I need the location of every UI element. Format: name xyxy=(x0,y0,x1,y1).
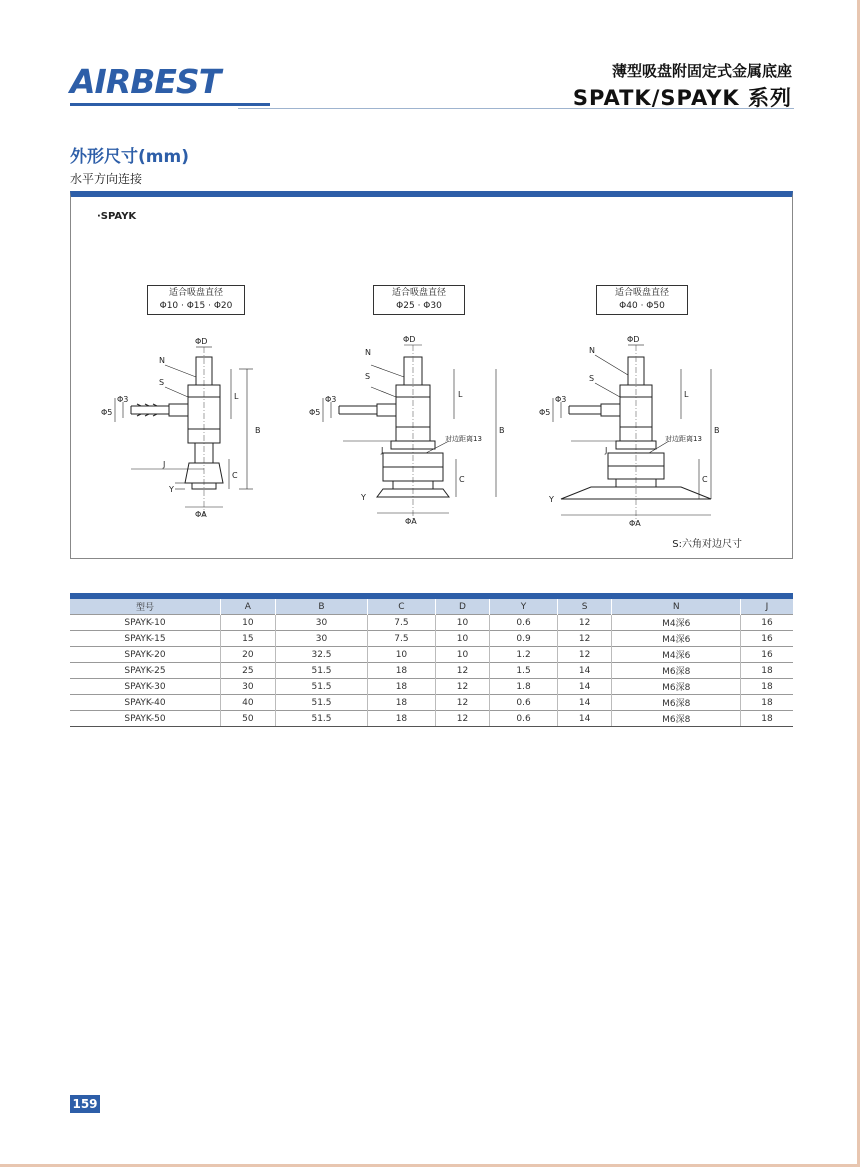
table-cell: 30 xyxy=(275,631,368,647)
table-cell: M4深6 xyxy=(612,631,740,647)
drawing-model-label: ·SPAYK xyxy=(97,211,137,222)
table-cell: M4深6 xyxy=(612,647,740,663)
header-cell-N: N xyxy=(612,596,740,615)
fit-values: Φ10 · Φ15 · Φ20 xyxy=(159,301,233,311)
table-cell: 10 xyxy=(435,615,490,631)
table-cell: 14 xyxy=(557,711,612,727)
dim-S-2: S xyxy=(365,372,371,381)
dim-phi3-1: Φ3 xyxy=(117,395,129,404)
table-row xyxy=(70,663,793,679)
table-cell: SPAYK-20 xyxy=(70,647,221,663)
table-cell: M6深8 xyxy=(612,663,740,679)
table-cell: 51.5 xyxy=(275,679,368,695)
dim-N-3: N xyxy=(589,346,595,355)
table-cell: SPAYK-40 xyxy=(70,695,221,711)
table-cell: 12 xyxy=(435,695,490,711)
table-cell: 0.6 xyxy=(490,711,557,727)
table-cell: SPAYK-30 xyxy=(70,679,221,695)
product-series-title: SPATK/SPAYK 系列 xyxy=(572,86,792,110)
fit-values: Φ40 · Φ50 xyxy=(619,301,665,311)
table-cell: 14 xyxy=(557,679,612,695)
table-cell: 7.5 xyxy=(368,615,435,631)
table-cell: 16 xyxy=(740,615,793,631)
table-cell: SPAYK-10 xyxy=(70,615,221,631)
table-row xyxy=(70,695,793,711)
table-row xyxy=(70,647,793,663)
dim-phiA-3: ΦA xyxy=(629,519,641,528)
table-cell: SPAYK-25 xyxy=(70,663,221,679)
table-cell: 10 xyxy=(368,647,435,663)
header-accent-line xyxy=(70,103,270,106)
dim-B-2: B xyxy=(499,426,505,435)
dim-phi5-2: Φ5 xyxy=(309,408,321,417)
fit-title: 适合吸盘直径 xyxy=(614,288,669,298)
dim-Y-1: Y xyxy=(169,485,174,494)
table-cell: 30 xyxy=(221,679,276,695)
table-row xyxy=(70,711,793,727)
dim-phiD-3: ΦD xyxy=(627,335,640,344)
dim-C-2: C xyxy=(459,475,465,484)
dim-B-1: B xyxy=(255,426,261,435)
section-subtitle: 水平方向连接 xyxy=(70,172,143,186)
table-cell: SPAYK-15 xyxy=(70,631,221,647)
table-cell: 14 xyxy=(557,695,612,711)
table-cell: 0.9 xyxy=(490,631,557,647)
table-cell: 14 xyxy=(557,663,612,679)
table-cell: 18 xyxy=(368,663,435,679)
dim-N-1: N xyxy=(159,356,165,365)
table-cell: 18 xyxy=(740,711,793,727)
hex-label-3: 对边距离13 xyxy=(665,435,702,443)
header-cell-B: B xyxy=(275,596,368,615)
table-cell: 18 xyxy=(740,663,793,679)
table-cell: 12 xyxy=(435,663,490,679)
view-3 xyxy=(553,345,711,522)
table-cell: 50 xyxy=(221,711,276,727)
dimension-drawing-frame xyxy=(70,191,793,559)
hex-label-2: 对边距离13 xyxy=(445,435,482,443)
table-cell: 12 xyxy=(435,679,490,695)
table-cell: M6深8 xyxy=(612,711,740,727)
dim-phiA-2: ΦA xyxy=(405,517,417,526)
dim-N-2: N xyxy=(365,348,371,357)
table-cell: 7.5 xyxy=(368,631,435,647)
table-cell: 51.5 xyxy=(275,711,368,727)
table-row xyxy=(70,679,793,695)
table-cell: M4深6 xyxy=(612,615,740,631)
table-cell: 12 xyxy=(557,615,612,631)
fit-title: 适合吸盘直径 xyxy=(391,288,446,298)
airbest-logo: AIRBEST xyxy=(70,62,221,101)
table-cell: 18 xyxy=(740,679,793,695)
dim-S-3: S xyxy=(589,374,595,383)
header-cell-A: A xyxy=(221,596,276,615)
dim-C-1: C xyxy=(232,471,238,480)
table-cell: 25 xyxy=(221,663,276,679)
dim-J-3: J xyxy=(605,446,608,455)
dim-phi3-2: Φ3 xyxy=(325,395,337,404)
table-cell: 32.5 xyxy=(275,647,368,663)
dim-L-2: L xyxy=(458,390,463,399)
table-cell: M6深8 xyxy=(612,679,740,695)
table-cell: M6深8 xyxy=(612,695,740,711)
table-cell: 0.6 xyxy=(490,695,557,711)
table-cell: SPAYK-50 xyxy=(70,711,221,727)
view-2 xyxy=(323,345,496,522)
table-cell: 16 xyxy=(740,647,793,663)
table-cell: 1.2 xyxy=(490,647,557,663)
table-cell: 40 xyxy=(221,695,276,711)
fit-title: 适合吸盘直径 xyxy=(168,288,223,298)
dim-L-3: L xyxy=(684,390,689,399)
view-1 xyxy=(115,347,253,517)
table-cell: 20 xyxy=(221,647,276,663)
table-cell: 16 xyxy=(740,631,793,647)
dim-L-1: L xyxy=(234,392,239,401)
table-cell: 12 xyxy=(557,631,612,647)
table-cell: 18 xyxy=(740,695,793,711)
table-cell: 18 xyxy=(368,679,435,695)
header-cell-S: S xyxy=(557,596,612,615)
hex-size-note: S:六角对边尺寸 xyxy=(672,539,742,550)
table-cell: 30 xyxy=(275,615,368,631)
suction-cup-technical-drawing xyxy=(71,197,792,557)
header-cell-C: C xyxy=(368,596,435,615)
dim-B-3: B xyxy=(714,426,720,435)
table-cell: 51.5 xyxy=(275,695,368,711)
dim-phi5-3: Φ5 xyxy=(539,408,551,417)
dim-S-1: S xyxy=(159,378,165,387)
table-cell: 1.5 xyxy=(490,663,557,679)
dim-J-2: J xyxy=(381,446,384,455)
header-cell-model: 型号 xyxy=(135,603,154,613)
dim-C-3: C xyxy=(702,475,708,484)
table-cell: 12 xyxy=(557,647,612,663)
table-cell: 1.8 xyxy=(490,679,557,695)
dim-phiD-2: ΦD xyxy=(403,335,416,344)
table-cell: 0.6 xyxy=(490,615,557,631)
section-title: 外形尺寸(mm) xyxy=(70,147,189,167)
table-cell: 51.5 xyxy=(275,663,368,679)
product-title-cn: 薄型吸盘附固定式金属底座 xyxy=(611,62,792,80)
dim-J-1: J xyxy=(163,460,166,469)
header-cell-Y: Y xyxy=(490,596,557,615)
header-cell-J: J xyxy=(740,596,793,615)
dim-phiA-1: ΦA xyxy=(195,510,207,519)
spec-table-header xyxy=(70,596,793,615)
table-cell: 12 xyxy=(435,711,490,727)
dim-Y-2: Y xyxy=(361,493,366,502)
table-row xyxy=(70,631,793,647)
spec-table xyxy=(70,593,793,727)
table-cell: 15 xyxy=(221,631,276,647)
page-number: 159 xyxy=(70,1095,100,1113)
table-row xyxy=(70,615,793,631)
dim-phi5-1: Φ5 xyxy=(101,408,113,417)
table-cell: 10 xyxy=(435,647,490,663)
header-cell-D: D xyxy=(435,596,490,615)
fit-values: Φ25 · Φ30 xyxy=(396,301,442,311)
table-cell: 18 xyxy=(368,711,435,727)
table-cell: 10 xyxy=(221,615,276,631)
dim-Y-3: Y xyxy=(549,495,554,504)
table-cell: 18 xyxy=(368,695,435,711)
table-cell: 10 xyxy=(435,631,490,647)
dim-phiD-1: ΦD xyxy=(195,337,208,346)
dim-phi3-3: Φ3 xyxy=(555,395,567,404)
